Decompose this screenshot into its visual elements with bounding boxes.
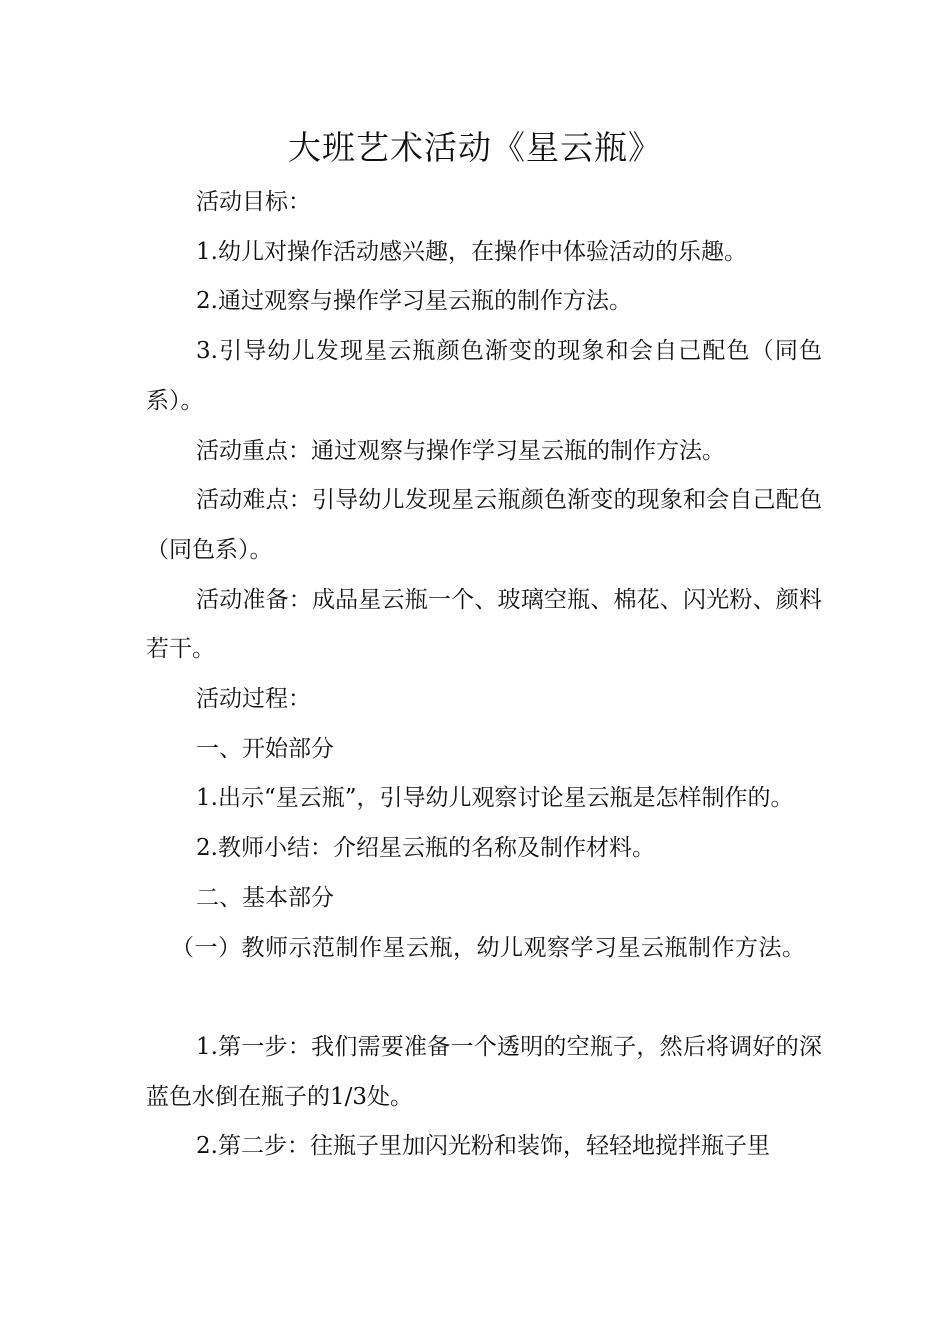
paragraph-demo-step-1: 1.第一步：我们需要准备一个透明的空瓶子，然后将调好的深蓝色水倒在瓶子的1/3处。 — [146, 1033, 822, 1110]
paragraph-section-start: 一、开始部分 — [196, 735, 334, 762]
paragraph-start-step-1: 1.出示“星云瓶”，引导幼儿观察讨论星云瓶是怎样制作的。 — [196, 785, 794, 812]
paragraph-start-step-2: 2.教师小结：介绍星云瓶的名称及制作材料。 — [196, 835, 655, 862]
document-title: 大班艺术活动《星云瓶》 — [288, 128, 662, 167]
paragraph-section-basic: 二、基本部分 — [196, 884, 334, 911]
paragraph-goal-3: 3.引导幼儿发现星云瓶颜色渐变的现象和会自己配色（同色系）。 — [146, 338, 822, 414]
paragraph-difficulty: 活动难点：引导幼儿发现星云瓶颜色渐变的现象和会自己配色（同色系）。 — [146, 487, 822, 563]
paragraph-process-heading: 活动过程： — [196, 686, 311, 713]
paragraph-goal-2: 2.通过观察与操作学习星云瓶的制作方法。 — [196, 288, 632, 315]
blank-line — [146, 973, 822, 1023]
paragraph-preparation: 活动准备：成品星云瓶一个、玻璃空瓶、棉花、闪光粉、颜料若干。 — [146, 586, 822, 663]
paragraph-demo-heading: （一）教师示范制作星云瓶，幼儿观察学习星云瓶制作方法。 — [171, 934, 806, 961]
paragraph-demo-step-2: 2.第二步：往瓶子里加闪光粉和装饰，轻轻地搅拌瓶子里 — [196, 1133, 770, 1160]
paragraph-goal-1: 1.幼儿对操作活动感兴趣，在操作中体验活动的乐趣。 — [196, 238, 747, 265]
document-body — [146, 178, 822, 1172]
paragraph-key-point: 活动重点：通过观察与操作学习星云瓶的制作方法。 — [196, 437, 725, 464]
paragraph-goals-heading: 活动目标： — [196, 189, 311, 215]
